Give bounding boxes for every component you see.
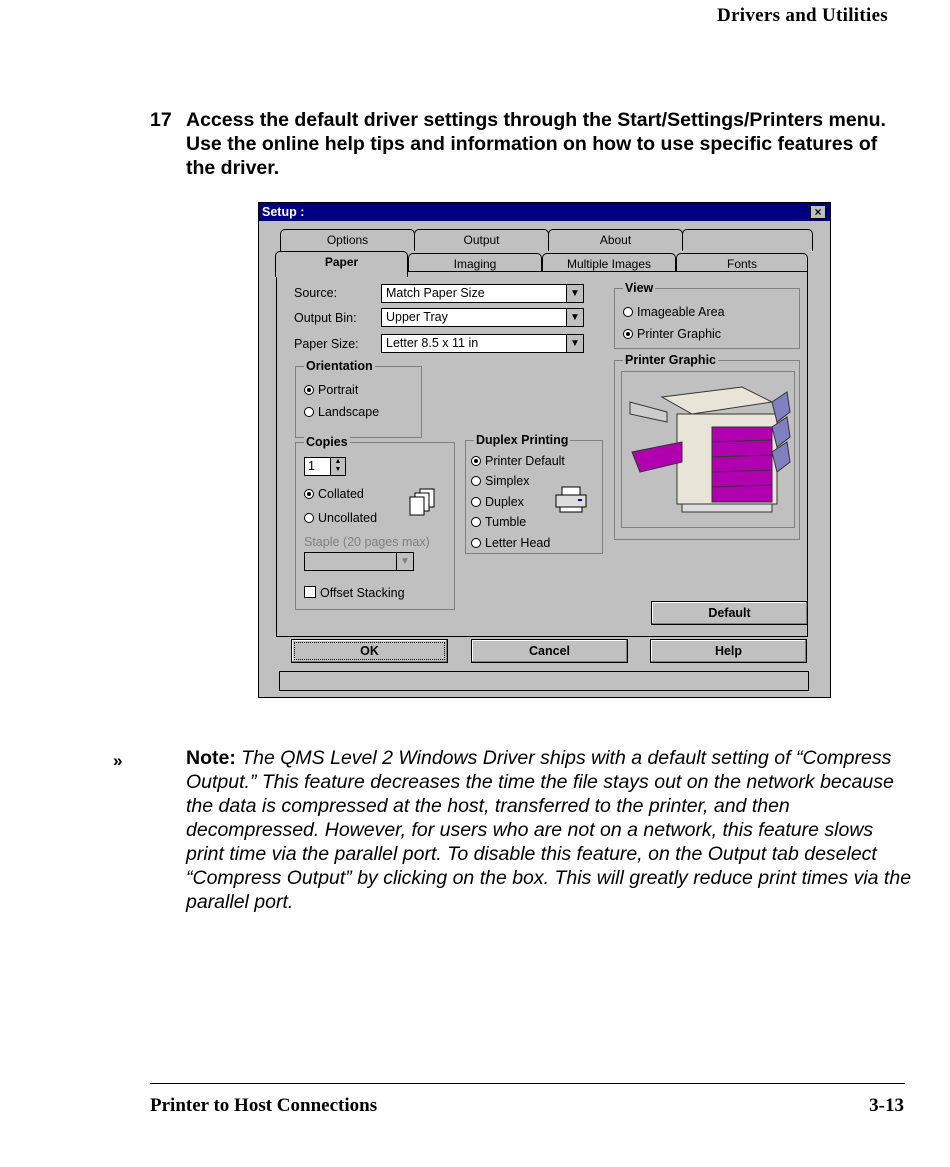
printer-icon [554,485,590,515]
source-value: Match Paper Size [386,286,485,300]
radio-letter-head[interactable] [471,536,550,550]
staple-label: Staple (20 pages max) [304,535,430,549]
radio-portrait[interactable] [304,383,358,397]
copies-group [295,435,455,610]
chevron-down-icon: ▼ [396,553,413,570]
radio-imageable-area[interactable] [623,305,725,319]
radio-label: Landscape [318,405,380,419]
dialog-title: Setup : [262,205,305,219]
tab-fonts[interactable]: Fonts [676,253,808,275]
paper-size-label: Paper Size: [294,337,359,351]
checkbox-label: Offset Stacking [320,586,405,600]
printer-graphic-title: Printer Graphic [625,353,716,367]
radio-dot [471,517,481,527]
radio-label: Uncollated [318,511,378,525]
title-bar [259,203,830,221]
radio-dot [471,497,481,507]
duplex-group [465,433,603,554]
tab-paper[interactable]: Paper [275,251,408,277]
note-text: The QMS Level 2 Windows Driver ships with a default setting of “Compress Output.” This feature decreases the time the file stays out on the network because the data is compressed at the host, transferred to the printer, and then decompressed. However, for users who are not on a network, this feature slows print time via the parallel port. To disable this feature, on the Output tab deselect “Compress Output” by clicking on the box. This will greatly reduce print times via the parallel port. [186,747,912,913]
radio-dot [471,476,481,486]
paper-panel [276,271,808,637]
printer-graphic-group [614,353,800,540]
radio-dot [623,329,633,339]
radio-dot [471,456,481,466]
status-bar [279,671,809,691]
chevron-down-icon[interactable]: ▼ [566,309,583,326]
tab-imaging[interactable]: Imaging [408,253,542,275]
radio-label: Collated [318,487,364,501]
note-paragraph [186,746,916,914]
source-label: Source: [294,286,338,300]
radio-label: Simplex [485,474,530,488]
margin-marker: » [113,751,123,770]
offset-stacking-checkbox[interactable] [304,586,405,600]
step-17 [150,108,910,180]
radio-dot [304,407,314,417]
chevron-down-icon[interactable]: ▼ [566,335,583,352]
radio-label: Letter Head [485,536,551,550]
radio-printer-default[interactable] [471,454,565,468]
tab-about[interactable]: About [548,229,683,251]
running-header: Drivers and Utilities [717,5,888,26]
radio-collated[interactable] [304,487,364,501]
paper-size-select[interactable] [381,334,584,353]
radio-label: Imageable Area [637,305,725,319]
radio-dot [304,513,314,523]
radio-label: Tumble [485,515,527,529]
close-icon[interactable]: × [810,205,826,219]
note-label: Note: [186,747,236,769]
radio-tumble[interactable] [471,515,526,529]
radio-label: Portrait [318,383,359,397]
radio-simplex[interactable] [471,474,529,488]
staple-select [304,552,414,571]
radio-dot [304,489,314,499]
radio-dot [471,538,481,548]
radio-duplex[interactable] [471,495,524,509]
output-bin-select[interactable] [381,308,584,327]
footer-rule [150,1083,905,1084]
copies-value: 1 [308,459,315,473]
radio-label: Duplex [485,495,524,509]
footer-title: Printer to Host Connections [150,1095,378,1116]
radio-landscape[interactable] [304,405,379,419]
radio-dot [304,385,314,395]
radio-label: Printer Graphic [637,327,722,341]
cancel-button[interactable]: Cancel [471,639,628,663]
tab-options[interactable]: Options [280,229,415,251]
radio-printer-graphic[interactable] [623,327,721,341]
step-number: 17 [150,109,172,131]
help-button[interactable]: Help [650,639,807,663]
collate-pages-icon [408,487,438,517]
checkbox-box [304,586,316,598]
radio-uncollated[interactable] [304,511,377,525]
tab-blank [682,229,813,251]
source-select[interactable] [381,284,584,303]
copies-stepper[interactable] [304,457,346,476]
page-number: 3-13 [869,1095,904,1116]
ok-button[interactable]: OK [291,639,448,663]
orientation-title: Orientation [306,359,373,373]
orientation-group [295,359,422,438]
default-button[interactable]: Default [651,601,808,625]
step-text: Access the default driver settings through the Start/Settings/Printers menu. Use the online help tips and information on how to use specific features of the driver. [186,109,886,179]
tab-output[interactable]: Output [414,229,549,251]
output-bin-value: Upper Tray [386,310,448,324]
spin-arrows-icon[interactable]: ▲ ▼ [330,458,345,475]
printer-image-frame [621,371,795,528]
radio-dot [623,307,633,317]
output-bin-label: Output Bin: [294,311,357,325]
copies-title: Copies [306,435,348,449]
paper-size-value: Letter 8.5 x 11 in [386,336,479,350]
chevron-down-icon[interactable]: ▼ [566,285,583,302]
setup-dialog [258,202,831,698]
view-group-title: View [625,281,654,295]
printer-image [622,372,794,527]
duplex-title: Duplex Printing [476,433,569,447]
view-group [614,281,800,349]
tab-multiple-images[interactable]: Multiple Images [542,253,676,275]
radio-label: Printer Default [485,454,565,468]
